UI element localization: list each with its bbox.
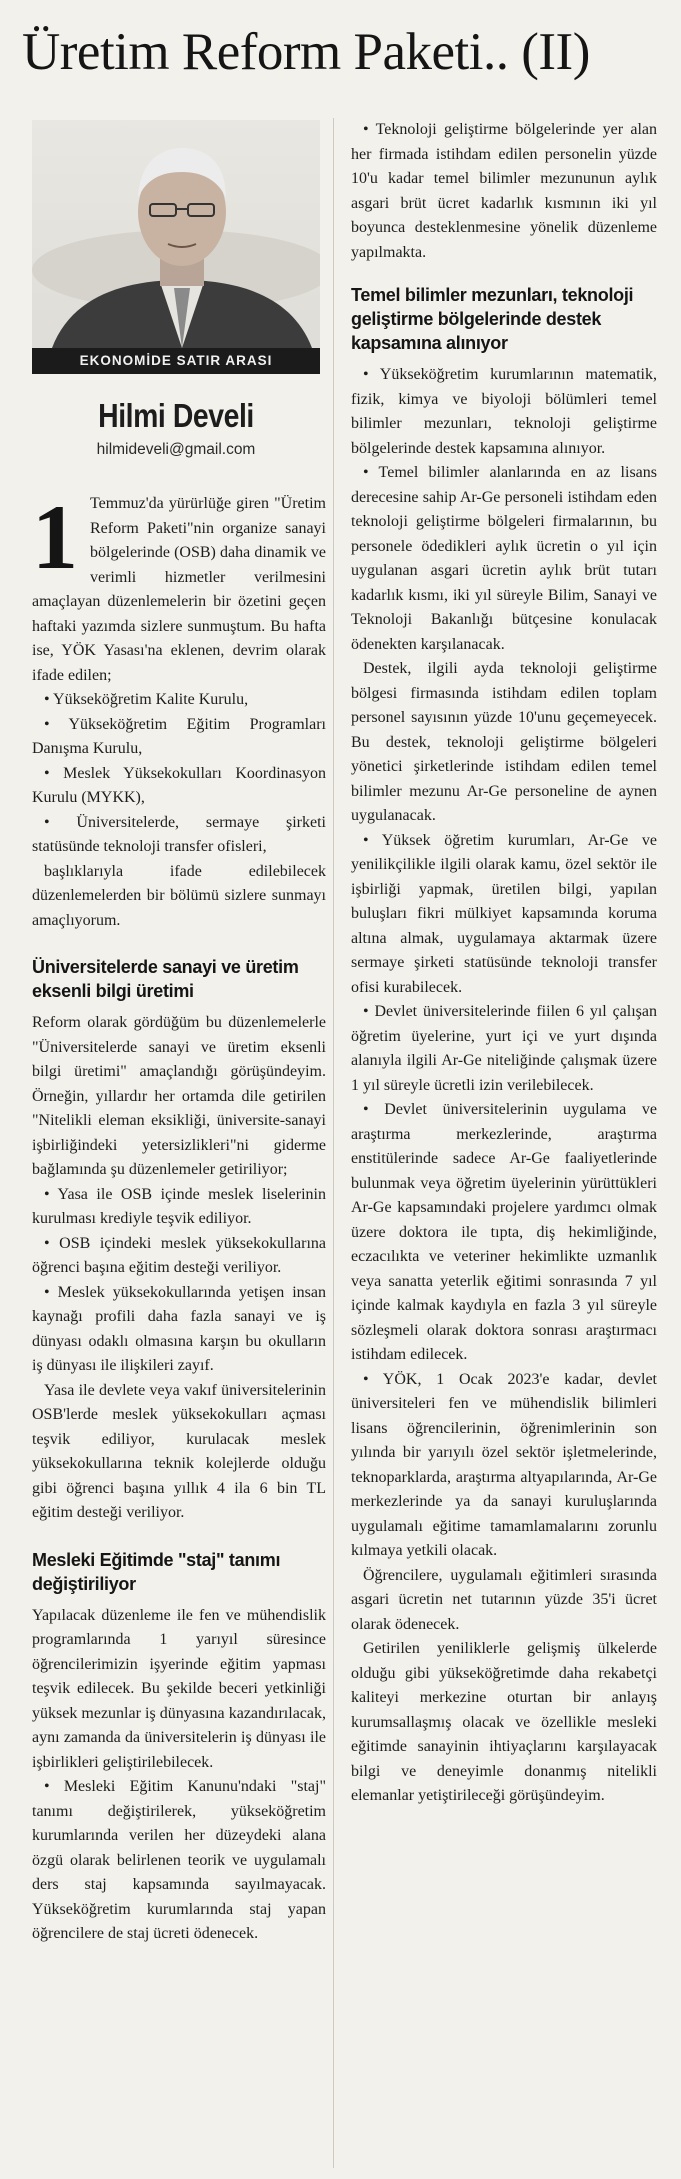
- section-heading: Mesleki Eğitimde "staj" tanımı değiştiriliyor: [32, 1549, 281, 1594]
- author-photo-icon: [32, 120, 320, 348]
- list-item: • Üniversitelerde, sermaye şirketi statüsünde teknoloji transfer ofisleri,: [32, 813, 326, 855]
- paragraph: • Teknoloji geliştirme bölgelerinde yer alan her firmada istihdam edilen personelin yüzde 10'u kadar temel bilimler mezununun aylık asgari brüt ücret kadarlık kısmının iki yıl boyunca desteklenmesine yönelik düzenleme yapılmakta.: [351, 121, 657, 261]
- paragraph: • Yasa ile OSB içinde meslek liselerinin kurulması krediyle teşvik ediliyor.: [32, 1185, 326, 1227]
- paragraph: Yapılacak düzenleme ile fen ve mühendislik programlarında 1 yarıyıl süresince öğrencilerimizin işyerinde eğitim yapması teşvik edilecek. Bu şekilde beceri yetkinliği yüksek mezunlar iş dünyasına kazandırılacak, aynı zamanda da üniversitelerin iş dünyası ile işbirlikleri geliştirilebilecek.: [32, 1606, 326, 1771]
- paragraph: • Yükseköğretim kurumlarının matematik, fizik, kimya ve biyoloji bölümleri temel bilimler mezunları, teknoloji geliştirme bölgelerinde destek kapsamına alınıyor.: [351, 366, 657, 457]
- section-heading: Üniversitelerde sanayi ve üretim eksenli bilgi üretimi: [32, 957, 299, 1001]
- paragraph: • Yüksek öğretim kurumları, Ar-Ge ve yenilikçilikle ilgili olarak kamu, özel sektör ile işbirliği yapmak, üretilen bilgi, yapılan buluşları fikri mülkiyet kapsamında koruma altına almak, uygulamaya aktarmak üzere sermaye şirketi statüsünde teknoloji transfer ofisi kurabilecek.: [351, 831, 657, 996]
- paragraph: • Devlet üniversitelerinin uygulama ve araştırma merkezlerinde, araştırma enstitülerinde sadece Ar-Ge faaliyetlerinde bulunmak veya öğretim üyelerinin yürüttükleri Ar-Ge kapsamındaki projelere yardımcı olmak üzere doktora ile tıpta, diş hekimliğinde, eczacılıkta ve veteriner hekimlikte uzmanlık veya sanatta yeterlik eğitimi sonrasında 7 yıl içinde kalmak kaydıyla en fazla 3 yıl süreyle sözleşmeli olarak doktora sonrası araştırmacı istihdam edilecek.: [351, 1101, 657, 1363]
- right-column: [351, 118, 657, 1809]
- list-item: • Yükseköğretim Kalite Kurulu,: [44, 691, 249, 708]
- paragraph: • Temel bilimler alanlarında en az lisans derecesine sahip Ar-Ge personeli istihdam eden teknoloji geliştirme bölgeleri firmalarının, bu personele ödedikleri aylık ücretin o yıl için uygulanan asgari ücretin aylık brüt tutarı kadarlık kısmı, iki yıl süreyle Bilim, Sanayi ve Teknoloji Bakanlığı bütçesine konulacak ödenekten karşılanacak.: [351, 464, 657, 653]
- paragraph: • Devlet üniversitelerinde fiilen 6 yıl çalışan öğretim üyelerine, yurt içi ve yurt dışında alanıyla ilgili Ar-Ge niteliğinde çalışmak üzere 1 yıl süreyle ücretli izin verilebilecek.: [351, 1003, 657, 1094]
- list-item: • Yükseköğretim Eğitim Programları Danışma Kurulu,: [32, 715, 326, 757]
- author-name: Hilmi Develi: [98, 397, 254, 434]
- paragraph: • YÖK, 1 Ocak 2023'e kadar, devlet üniversiteleri fen ve mühendislik bilimleri lisans öğrencilerinin, öğrenimlerinin son yılında bir yarıyılı özel sektör işletmelerinde, teknoparklarda, araştırma altyapılarında, Ar-Ge merkezlerinde ya da sanayi kuruluşlarında uygulamalı eğitime tamamlamalarını zorunlu kılmaya yetkili olacak.: [351, 1370, 657, 1559]
- paragraph: • Mesleki Eğitim Kanunu'ndaki "staj" tanımı değiştirilerek, yükseköğretim kurumlarında verilen her düzeydeki alana özgü olarak belirlenen teorik ve uygulamalı ders staj kapsamında sayılmayacak. Yükseköğretim kurumlarında staj yapan öğrencilere de staj ücreti ödenecek.: [32, 1778, 326, 1942]
- section-heading: Temel bilimler mezunları, teknoloji geliştirme bölgelerinde destek kapsamına alınıyor: [351, 285, 634, 353]
- drop-cap: 1: [32, 486, 78, 588]
- author-portrait: [32, 120, 320, 348]
- paragraph: Destek, ilgili ayda teknoloji geliştirme bölgesi firmasında istihdam edilen toplam personel sayısının yüzde 10'unu geçemeyecek. Bu destek, teknoloji geliştirme bölgeleri yönetici şirketlerinde istihdam edilen temel bilimler mezunu Ar-Ge personeline de aynen uygulanacak.: [351, 660, 657, 824]
- left-column: [32, 120, 326, 1947]
- paragraph: Yasa ile devlete veya vakıf üniversitelerinin OSB'lerde meslek yüksekokulları açması teşvik ediliyor, kurulacak meslek yüksekokullarına teknik kolejlerde olduğu gibi öğrenci başına yıllık 4 ila 6 bin TL eğitim desteği veriliyor.: [32, 1381, 326, 1521]
- list-item: • Meslek Yüksekokulları Koordinasyon Kurulu (MYKK),: [32, 764, 326, 806]
- lead-paragraph: [32, 486, 326, 688]
- paragraph: başlıklarıyla ifade edilebilecek düzenlemelerden bir bölümü sizlere sunmayı amaçlıyorum.: [32, 862, 326, 929]
- column-divider: [333, 118, 334, 2168]
- paragraph: Getirilen yeniliklerle gelişmiş ülkelerde olduğu gibi yükseköğretimde daha rekabetçi kaliteyi merkezine oturtan bir anlayış kurumsallaşmış olacak ve özellikle mesleki eğitimde sanayinin ihtiyaçlarını karşılayacak bilgi ve deneyimle donanmış nitelikli elemanlar yetiştirileceği görüşündeyim.: [351, 1640, 657, 1804]
- article-title: Üretim Reform Paketi.. (II): [22, 23, 590, 81]
- lead-text: Temmuz'da yürürlüğe giren "Üretim Reform Paketi"nin organize sanayi bölgelerinde (OSB) daha dinamik ve verimli hizmetler verilmesini amaçlayan düzenlemelerin bir özetini geçen haftaki yazımda sizlere sunmuştum. Bu hafta ise, YÖK Yasası'na eklenen, devrim olarak ifade edilen;: [32, 495, 326, 684]
- paragraph: • Meslek yüksekokullarında yetişen insan kaynağı profili daha fazla sanayi ve iş dünyası odaklı olmasına karşın bu okulların iş dünyası ile ilişkileri zayıf.: [32, 1283, 326, 1374]
- column-kicker: EKONOMİDE SATIR ARASI: [32, 348, 320, 374]
- paragraph: • OSB içindeki meslek yüksekokullarına öğrenci başına eğitim desteği veriliyor.: [32, 1234, 326, 1276]
- paragraph: Reform olarak gördüğüm bu düzenlemelerle "Üniversitelerde sanayi ve üretim eksenli bilgi üretimi" amaçlandığı görüşündeyim. Örneğin, yıllardır her ortamda dile getirilen "Nitelikli eleman eksikliği, üniversite-sanayi işbirliğindeki yetersizlikleri"ni giderme bağlamında şu düzenlemeler getiriliyor;: [32, 1014, 326, 1178]
- author-email[interactable]: hilmideveli@gmail.com: [96, 441, 256, 458]
- paragraph: Öğrencilere, uygulamalı eğitimleri sırasında asgari ücretin net tutarının yüzde 35'i ücret olarak ödenecek.: [351, 1566, 657, 1633]
